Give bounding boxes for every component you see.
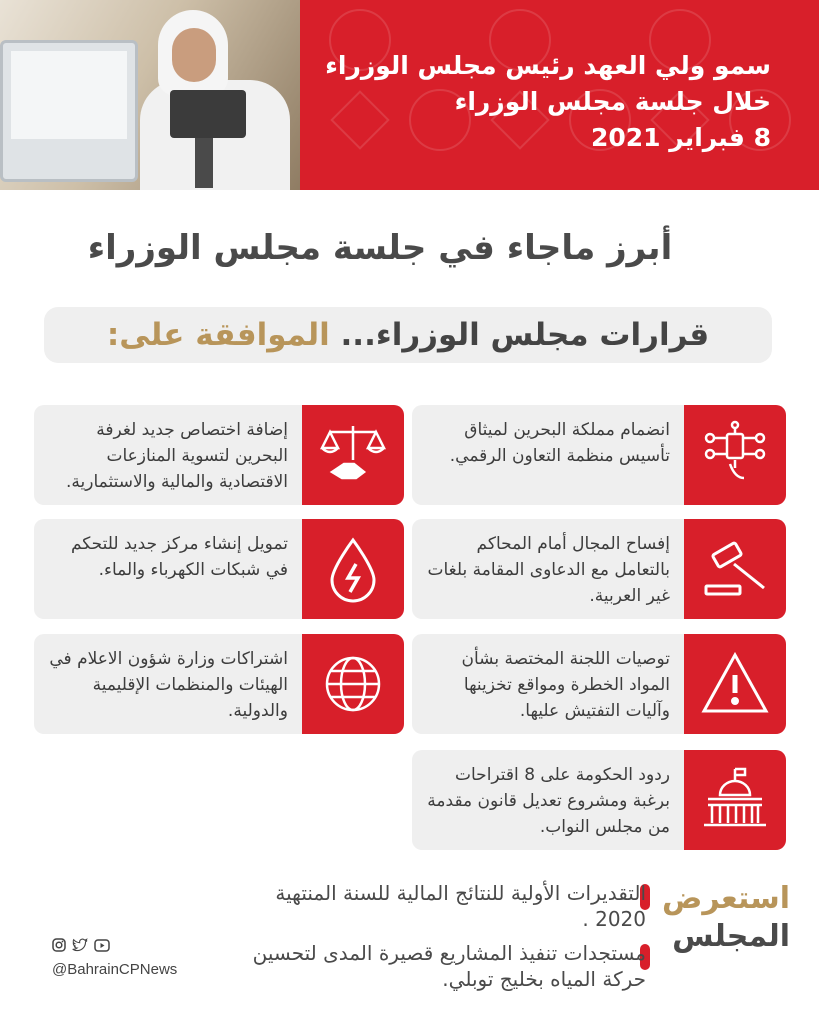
digital-network-icon [684, 405, 786, 505]
scales-handshake-icon [302, 405, 404, 505]
monitor [0, 40, 138, 182]
decision-text: توصيات اللجنة المختصة بشأن المواد الخطرة ومواقع تخزينها وآليات التفتيش عليها. [412, 634, 684, 734]
decision-text: إفساح المجال أمام المحاكم بالتعامل مع الدعاوى المقامة بلغات غير العربية. [412, 519, 684, 619]
decision-text: ردود الحكومة على 8 اقتراحات برغبة ومشروع تعديل قانون مقدمة من مجلس النواب. [412, 750, 684, 850]
decision-card [412, 750, 786, 850]
header-line-2: خلال جلسة مجلس الوزراء [454, 87, 771, 116]
decisions-heading [44, 307, 772, 363]
decision-card [412, 405, 786, 505]
twitter-icon[interactable] [72, 938, 88, 952]
decision-card [34, 519, 404, 619]
youtube-icon[interactable] [94, 939, 110, 952]
review-item: التقديرات الأولية للنتائج المالية للسنة المنتهية 2020 . [275, 881, 646, 931]
decision-card [34, 405, 404, 505]
header-banner [0, 0, 819, 190]
gavel-icon [684, 519, 786, 619]
header-line-3: 8 فبراير 2021 [590, 123, 771, 152]
parliament-icon [684, 750, 786, 850]
tablet [170, 90, 246, 138]
review-item: مستجدات تنفيذ المشاريع قصيرة المدى لتحسين حركة المياه بخليج توبلي. [252, 941, 646, 991]
instagram-icon[interactable] [52, 938, 66, 952]
decision-text: إضافة اختصاص جديد لغرفة البحرين لتسوية المنازعات الاقتصادية والمالية والاستثمارية. [34, 405, 302, 505]
crown-prince-photo [0, 0, 300, 190]
header-title [291, 48, 771, 156]
decisions-heading-accent: الموافقة على: [106, 317, 330, 353]
decision-card [412, 634, 786, 734]
decision-text: اشتراكات وزارة شؤون الاعلام في الهيئات والمنظمات الإقليمية والدولية. [34, 634, 302, 734]
header-line-1: سمو ولي العهد رئيس مجلس الوزراء [325, 51, 771, 80]
decisions-heading-main: قرارات مجلس الوزراء... [340, 317, 710, 353]
page-title: أبرز ماجاء في جلسة مجلس الوزراء [87, 228, 673, 268]
decision-text: انضمام مملكة البحرين لميثاق تأسيس منظمة التعاون الرقمي. [412, 405, 684, 505]
decision-card [34, 634, 404, 734]
social-icons [52, 938, 110, 952]
globe-icon [302, 634, 404, 734]
decision-card [412, 519, 786, 619]
review-heading-line-1: استعرض [662, 881, 790, 916]
decision-text: تمويل إنشاء مركز جديد للتحكم في شبكات الكهرباء والماء. [34, 519, 302, 619]
water-electricity-icon [302, 519, 404, 619]
review-heading [660, 880, 790, 956]
warning-icon [684, 634, 786, 734]
review-heading-line-2: المجلس [672, 919, 790, 954]
social-handle[interactable]: @BahrainCPNews [52, 961, 178, 978]
